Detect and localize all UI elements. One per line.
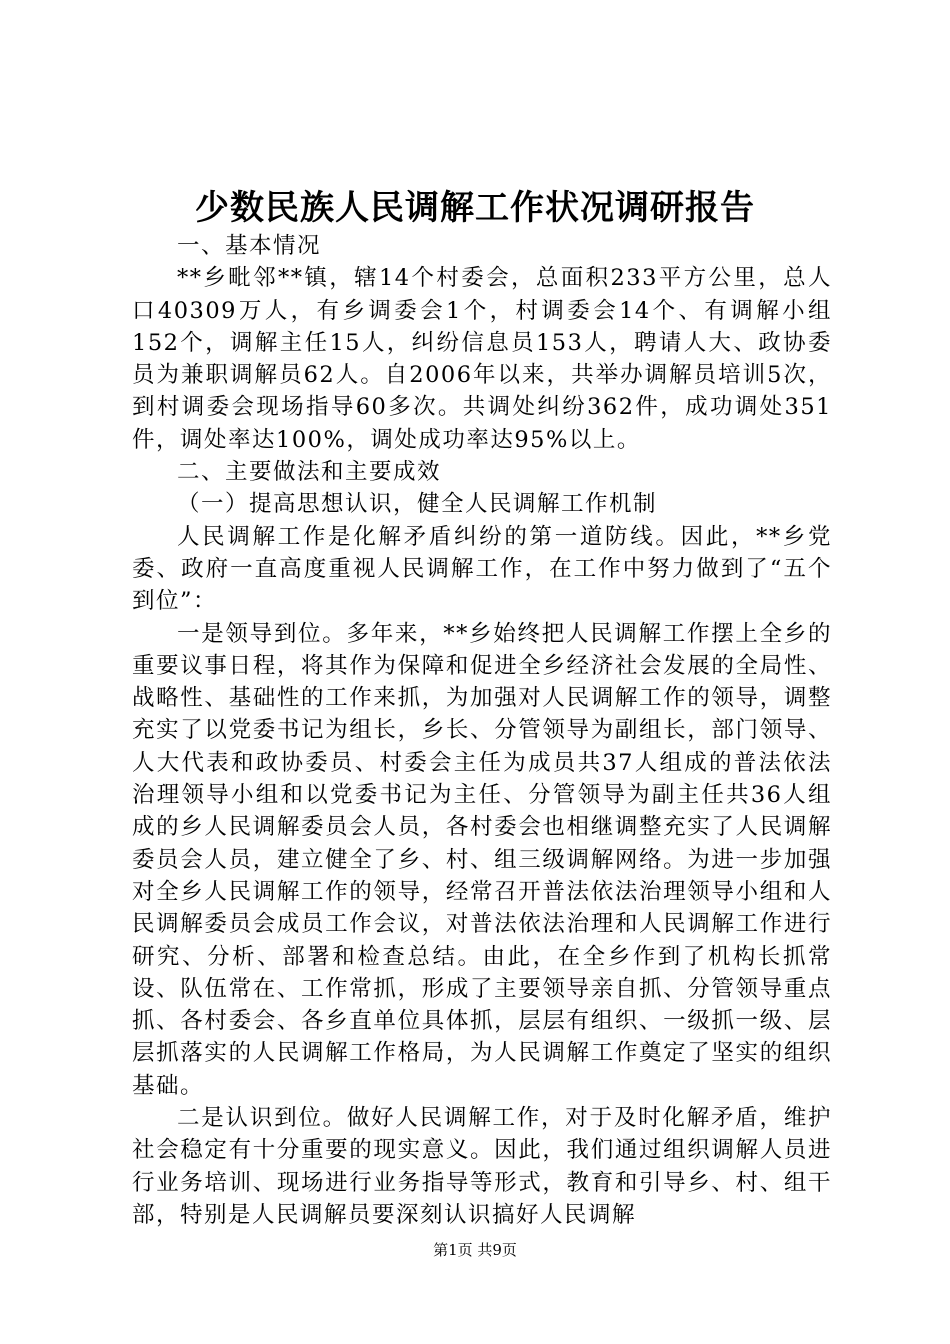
section-heading-main-practices: 二、主要做法和主要成效 xyxy=(177,459,442,486)
document-title: 少数民族人民调解工作状况调研报告 xyxy=(195,188,755,228)
paragraph-leadership: 一是领导到位。多年来，**乡始终把人民调解工作摆上全乡的重要议事日程，将其作为保障和促进全乡经济社会发展的全局性、战略性、基础性的工作来抓，为加强对人民调解工作的领导，调整充实了以党委书记为组长，乡长、分管领导为副组长，部门领导、人大代表和政协委员、村委会主任为成员共37人组成的普法依法治理领导小组和以党委书记为主任、分管领导为副主任共36人组成的乡人民调解委员会人员，各村委会也相继调整充实了人民调解委员会人员，建立健全了乡、村、组三级调解网络。为进一步加强对全乡人民调解工作的领导，经常召开普法依法治理领导小组和人民调解委员会成员工作会议，对普法依法治理和人民调解工作进行研究、分析、部署和检查总结。由此，在全乡作到了机构长抓常设、队伍常在、工作常抓，形成了主要领导亲自抓、分管领导重点抓、各村委会、各乡直单位具体抓，层层有组织、一级抓一级、层层抓落实的人民调解工作格局，为人民调解工作奠定了坚实的组织基础。 xyxy=(132,620,832,1099)
page-number-footer: 第1页 共9页 xyxy=(433,1241,517,1259)
document-body xyxy=(132,230,832,1231)
subsection-heading-awareness: （一）提高思想认识，健全人民调解工作机制 xyxy=(177,491,658,518)
paragraph-mediation-intro: 人民调解工作是化解矛盾纠纷的第一道防线。因此，**乡党委、政府一直高度重视人民调解工作，在工作中努力做到了“五个到位”： xyxy=(132,523,832,615)
paragraph-awareness: 二是认识到位。做好人民调解工作，对于及时化解矛盾，维护社会稳定有十分重要的现实意义。因此，我们通过组织调解人员进行业务培训、现场进行业务指导等形式，教育和引导乡、村、组干部，特别是人民调解员要深刻认识搞好人民调解 xyxy=(132,1105,832,1228)
paragraph-basic-info: **乡毗邻**镇，辖14个村委会，总面积233平方公里，总人口40309万人，有乡调委会1个，村调委会14个、有调解小组152个，调解主任15人，纠纷信息员153人，聘请人大、政协委员为兼职调解员62人。自2006年以来，共举办调解员培训5次，到村调委会现场指导60多次。共调处纠纷362件，成功调处351件，调处率达100%，调处成功率达95%以上。 xyxy=(132,265,832,453)
section-heading-basic-info: 一、基本情况 xyxy=(177,233,322,259)
